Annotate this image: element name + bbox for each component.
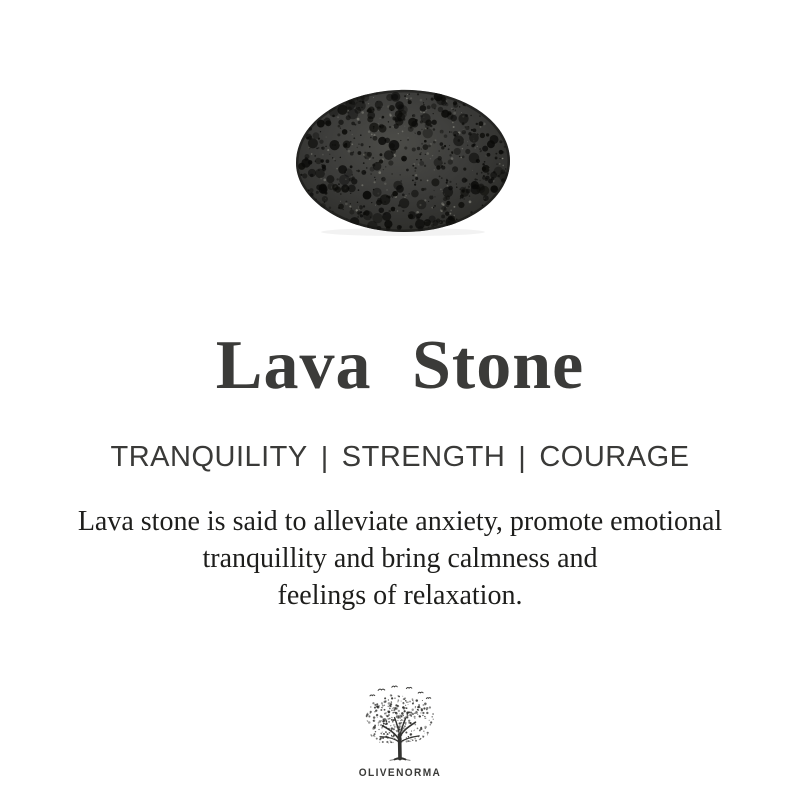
page-title: Lava Stone bbox=[215, 327, 585, 404]
trait-separator: | bbox=[518, 442, 527, 474]
description-line-2: tranquillity and bring calmness and bbox=[202, 543, 598, 574]
brand-name: OLIVENORMA bbox=[358, 767, 442, 779]
trait-separator: | bbox=[320, 442, 329, 474]
description-line-1: Lava stone is said to alleviate anxiety, promote emotional bbox=[77, 506, 723, 537]
traits-subtitle bbox=[0, 440, 800, 474]
trait-courage: COURAGE bbox=[539, 441, 690, 473]
olive-tree-icon bbox=[354, 684, 446, 764]
trait-tranquility: TRANQUILITY bbox=[110, 441, 308, 473]
trait-strength: STRENGTH bbox=[341, 441, 506, 473]
lava-stone-photo bbox=[293, 85, 513, 237]
brand-logo-block bbox=[0, 684, 800, 779]
birds-icon bbox=[370, 686, 431, 699]
lava-stone-image bbox=[293, 85, 513, 237]
description-line-3: feelings of relaxation. bbox=[277, 580, 523, 611]
description-text bbox=[0, 503, 800, 614]
